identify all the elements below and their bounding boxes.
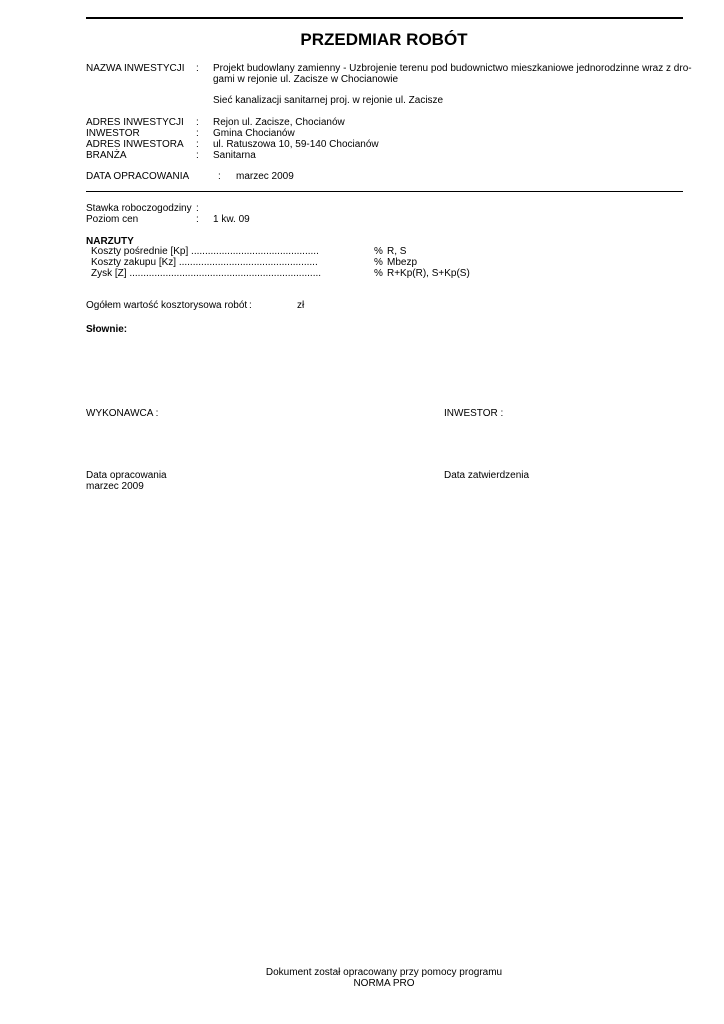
date-value: marzec 2009 — [236, 171, 294, 182]
date-colon: : — [218, 171, 221, 182]
page-title: PRZEDMIAR ROBÓT — [300, 30, 468, 49]
investment-name-colon: : — [196, 63, 199, 74]
investment-name-line1: Projekt budowlany zamienny - Uzbrojenie terenu pod budownictwo mieszkaniowe jednorodzinne wraz z dro- — [213, 63, 692, 74]
hour-rate-colon: : — [196, 203, 199, 214]
markup-label-purchase: Koszty zakupu [Kz] .................................................. — [91, 257, 318, 268]
markup-basis-indirect: R, S — [387, 246, 407, 257]
investment-address-label: ADRES INWESTYCJI — [86, 117, 184, 128]
approved-date-label: Data zatwierdzenia — [444, 470, 530, 481]
investor-signature-label: INWESTOR : — [444, 408, 504, 419]
markup-unit-profit: % — [374, 268, 383, 279]
investment-address-value: Rejon ul. Zacisze, Chocianów — [213, 117, 345, 128]
total-colon: : — [249, 300, 252, 311]
investor-label: INWESTOR — [86, 128, 140, 139]
footer-line1: Dokument został opracowany przy pomocy programu — [265, 967, 503, 978]
words-label: Słownie: — [86, 324, 128, 335]
markups-heading: NARZUTY — [86, 236, 134, 247]
markup-label-profit: Zysk [Z] ..................................................................... — [91, 268, 322, 279]
investment-address-colon: : — [196, 117, 199, 128]
branch-colon: : — [196, 150, 199, 161]
price-level-colon: : — [196, 214, 199, 225]
investor-colon: : — [196, 128, 199, 139]
price-level-label: Poziom cen — [86, 214, 139, 225]
prepared-date-value: marzec 2009 — [86, 481, 144, 492]
markup-unit-indirect: % — [374, 246, 383, 257]
section-rule — [86, 191, 683, 192]
branch-label: BRANŻA — [86, 150, 127, 161]
total-label: Ogółem wartość kosztorysowa robót — [86, 300, 248, 311]
investor-address-colon: : — [196, 139, 199, 150]
price-level-value: 1 kw. 09 — [213, 214, 250, 225]
markup-label-indirect: Koszty pośrednie [Kp] .............................................. — [91, 246, 319, 257]
investor-address-label: ADRES INWESTORA — [86, 139, 184, 150]
markup-basis-purchase: Mbezp — [387, 257, 418, 268]
hour-rate-label: Stawka roboczogodziny — [86, 203, 192, 214]
markup-unit-purchase: % — [374, 257, 383, 268]
date-label: DATA OPRACOWANIA — [86, 171, 190, 182]
investor-address-value: ul. Ratuszowa 10, 59-140 Chocianów — [213, 139, 379, 150]
footer-line2: NORMA PRO — [353, 978, 415, 989]
investment-name-line2: gami w rejonie ul. Zacisze w Chocianowie — [213, 74, 399, 85]
branch-value: Sanitarna — [213, 150, 256, 161]
investment-name-label: NAZWA INWESTYCJI — [86, 63, 185, 74]
investor-value: Gmina Chocianów — [213, 128, 295, 139]
markup-basis-profit: R+Kp(R), S+Kp(S) — [387, 268, 470, 279]
investment-subtitle: Sieć kanalizacji sanitarnej proj. w rejonie ul. Zacisze — [213, 95, 444, 106]
total-currency: zł — [297, 300, 305, 311]
contractor-label: WYKONAWCA : — [86, 408, 159, 419]
top-rule — [86, 17, 683, 19]
prepared-date-label: Data opracowania — [86, 470, 167, 481]
